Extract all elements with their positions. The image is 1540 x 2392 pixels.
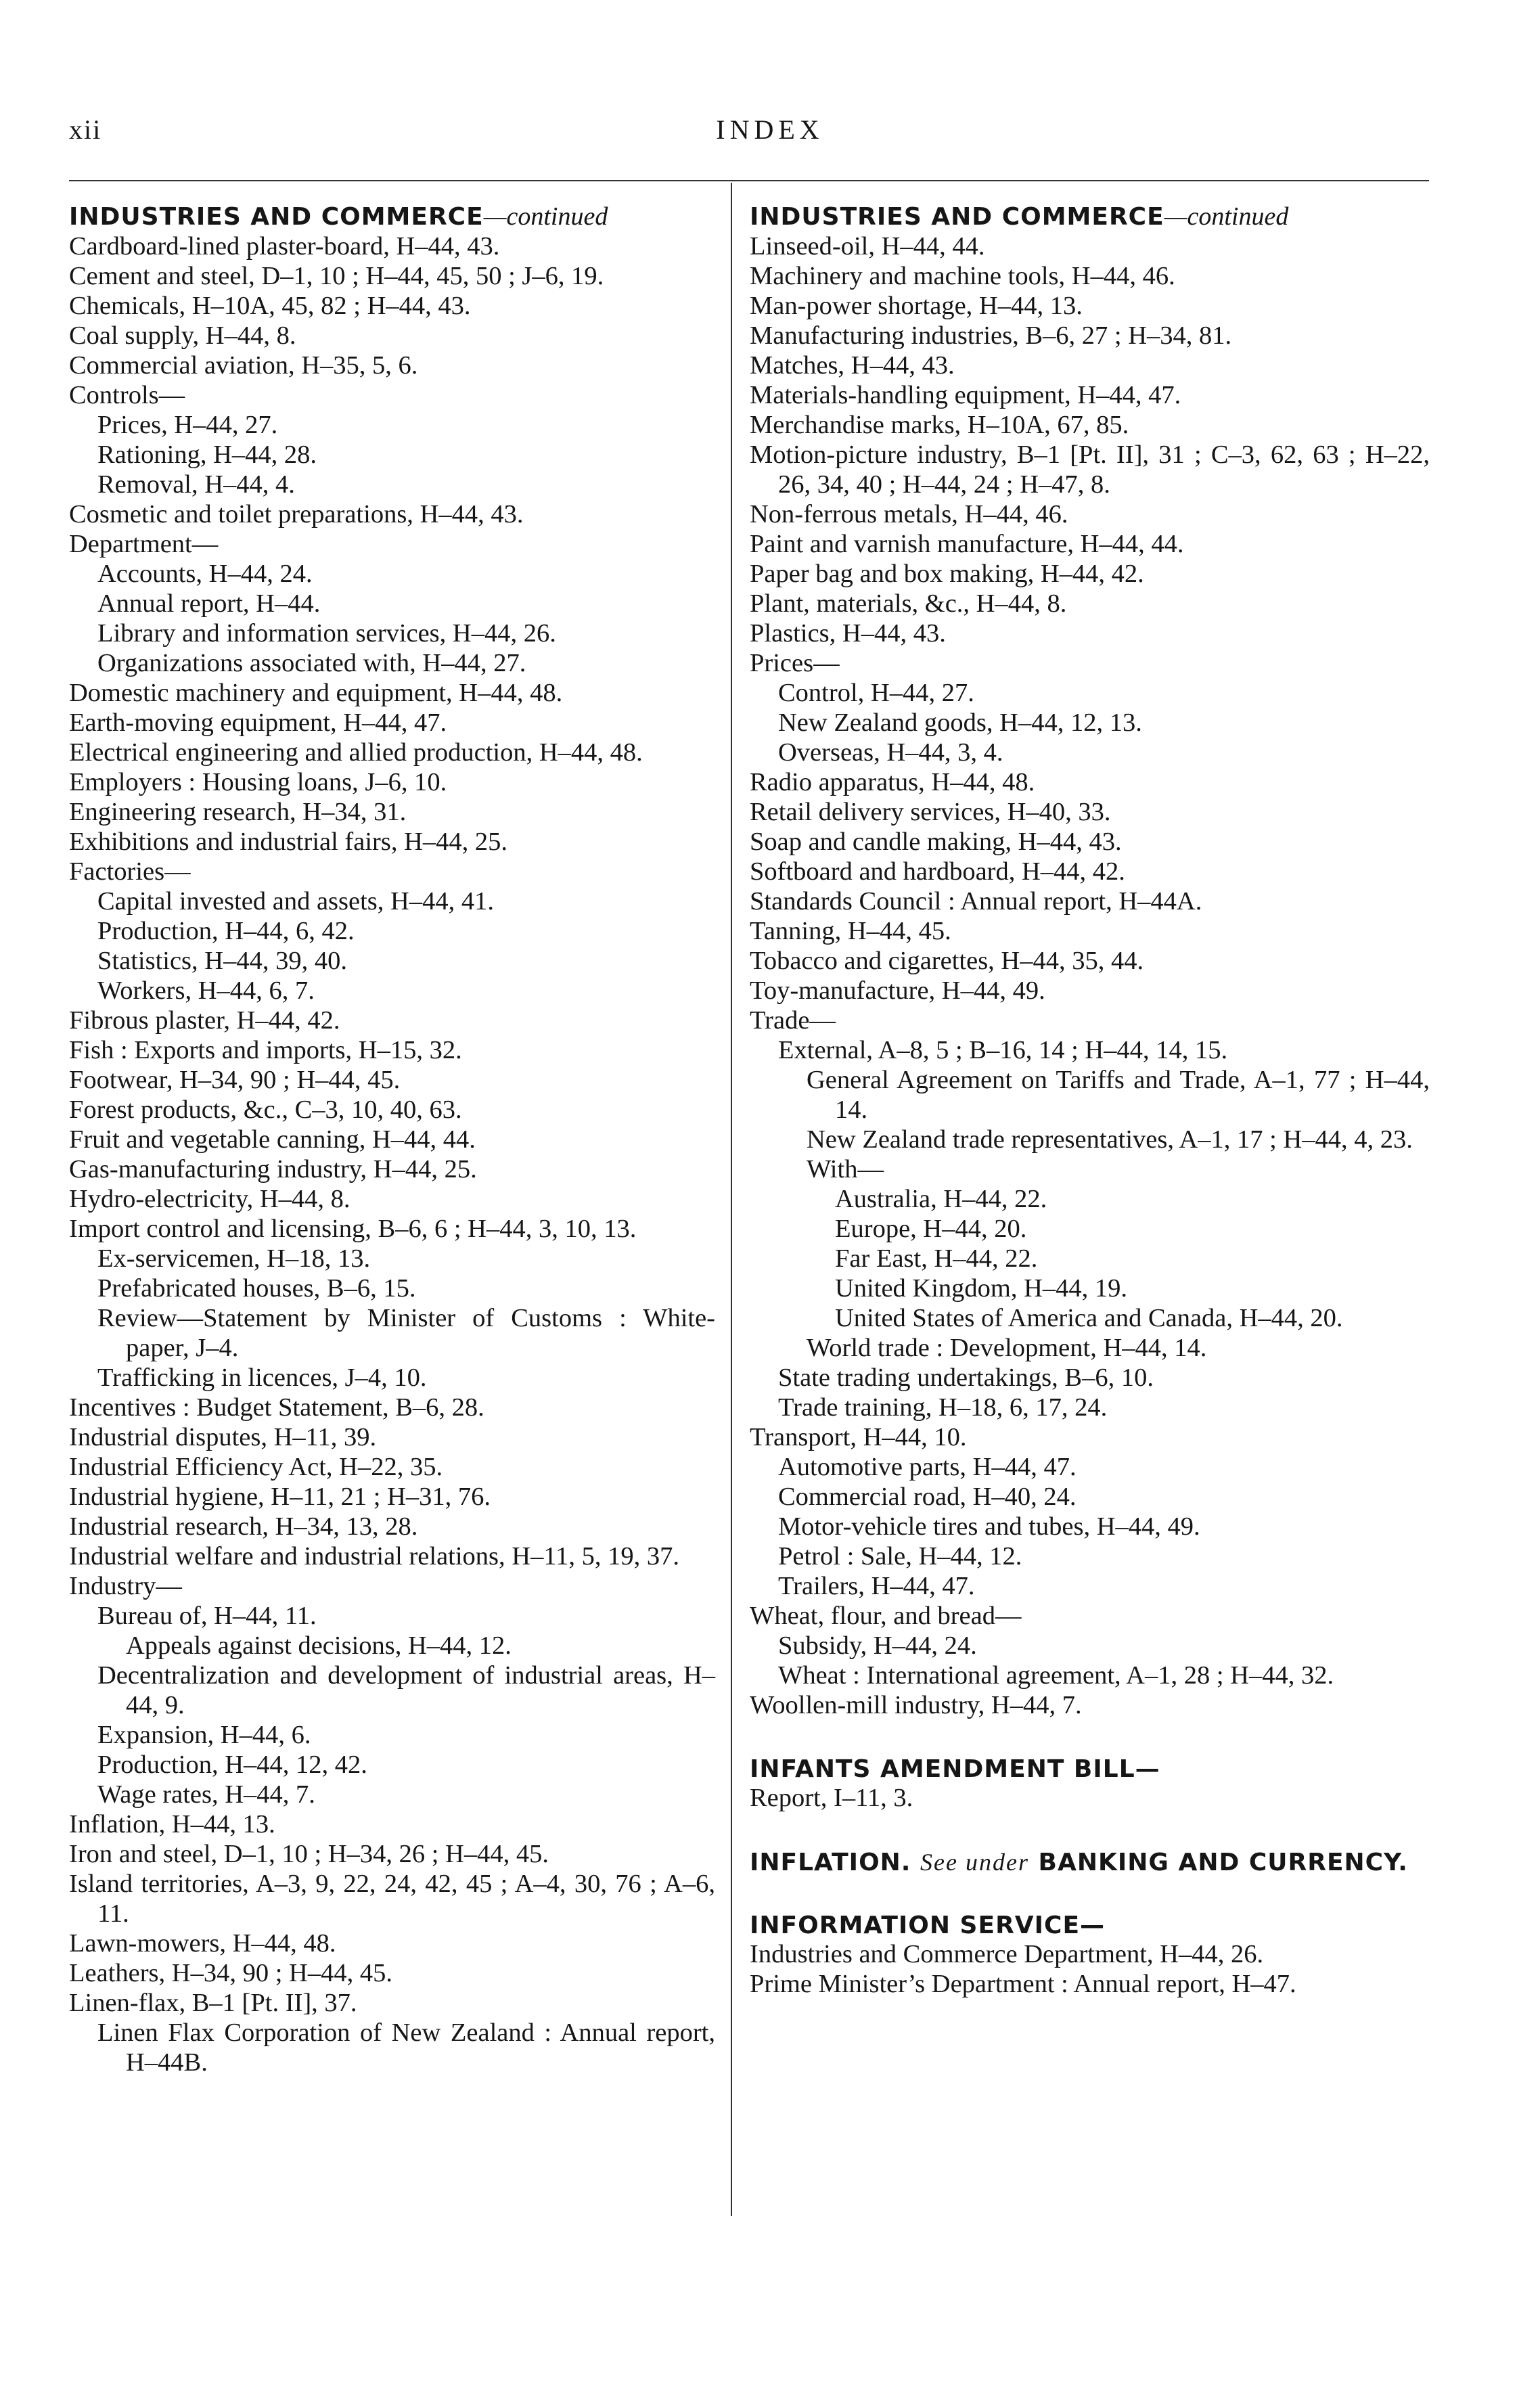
index-entry: Forest products, &c., C–3, 10, 40, 63. (69, 1096, 462, 1124)
page-number: xii (69, 114, 102, 145)
index-subentry: Workers, H–44, 6, 7. (97, 976, 315, 1005)
index-entry: Earth-moving equipment, H–44, 47. (69, 708, 447, 737)
index-entry: Soap and candle making, H–44, 43. (750, 828, 1122, 856)
index-subentry: State trading undertakings, B–6, 10. (778, 1363, 1154, 1392)
index-subentry: Far East, H–44, 22. (835, 1244, 1038, 1273)
index-entry: Prices— (750, 649, 840, 677)
index-entry: Commercial aviation, H–35, 5, 6. (69, 351, 418, 380)
index-subentry: Automotive parts, H–44, 47. (778, 1453, 1077, 1481)
index-subentry: United States of America and Canada, H–44, 20. (835, 1304, 1343, 1332)
index-entry: Industrial hygiene, H–11, 21 ; H–31, 76. (69, 1483, 491, 1511)
index-subentry: Wheat : International agreement, A–1, 28 ; H–44, 32. (778, 1661, 1334, 1690)
index-entry: Industrial disputes, H–11, 39. (69, 1423, 377, 1451)
index-subentry: Prices, H–44, 27. (97, 411, 278, 439)
index-entry: Incentives : Budget Statement, B–6, 28. (69, 1393, 484, 1422)
index-subentry: Organizations associated with, H–44, 27. (97, 649, 526, 677)
index-entry: Trade— (750, 1006, 836, 1035)
index-subentry: New Zealand trade representatives, A–1, 17 ; H–44, 4, 23. (807, 1125, 1413, 1154)
section-heading-text: INDUSTRIES AND COMMERCE (69, 203, 484, 231)
index-entry: Motion-picture industry, B–1 [Pt. II], 31 ; C–3, 62, 63 ; H–22, 26, 34, 40 ; H–44, 24 ; H–47, 8. (750, 441, 1430, 499)
section-heading (750, 1755, 1430, 1783)
index-entry: Machinery and machine tools, H–44, 46. (750, 262, 1175, 290)
index-entry: Chemicals, H–10A, 45, 82 ; H–44, 43. (69, 292, 471, 320)
index-entry: Linseed-oil, H–44, 44. (750, 232, 985, 261)
index-subentry: Trafficking in licences, J–4, 10. (97, 1363, 427, 1392)
index-subentry: Expansion, H–44, 6. (97, 1721, 311, 1749)
index-subentry: Accounts, H–44, 24. (97, 560, 313, 588)
section-heading (750, 202, 1430, 231)
index-entry: Linen-flax, B–1 [Pt. II], 37. (69, 1989, 357, 2017)
section-heading (69, 202, 715, 231)
index-entry: Tobacco and cigarettes, H–44, 35, 44. (750, 947, 1144, 975)
index-entry: Industrial research, H–34, 13, 28. (69, 1512, 418, 1541)
continued-note: —continued (1164, 202, 1289, 231)
section-heading-text: INFLATION. (750, 1849, 911, 1876)
index-entry: Report, I–11, 3. (750, 1784, 913, 1812)
index-entry: Gas-manufacturing industry, H–44, 25. (69, 1155, 477, 1183)
index-subentry: World trade : Development, H–44, 14. (807, 1334, 1207, 1362)
index-entry: Cosmetic and toilet preparations, H–44, 43. (69, 500, 524, 528)
index-subentry: Ex-servicemen, H–18, 13. (97, 1244, 371, 1273)
index-entry: Fish : Exports and imports, H–15, 32. (69, 1036, 462, 1064)
index-entry: Paper bag and box making, H–44, 42. (750, 560, 1144, 588)
index-entry: Plant, materials, &c., H–44, 8. (750, 589, 1067, 618)
index-entry: Wheat, flour, and bread— (750, 1602, 1022, 1630)
index-entry: Transport, H–44, 10. (750, 1423, 967, 1451)
index-subentry: With— (807, 1155, 884, 1183)
index-subentry: Wage rates, H–44, 7. (97, 1780, 315, 1809)
index-entry: Controls— (69, 381, 185, 409)
index-entry: Island territories, A–3, 9, 22, 24, 42, 45 ; A–4, 30, 76 ; A–6, 11. (69, 1870, 715, 1928)
index-entry: Department— (69, 530, 219, 558)
index-subentry: Appeals against decisions, H–44, 12. (126, 1631, 512, 1660)
index-entry: Hydro-electricity, H–44, 8. (69, 1185, 350, 1213)
index-entry: Retail delivery services, H–40, 33. (750, 798, 1111, 826)
page-header (0, 0, 1540, 176)
index-entry: Fibrous plaster, H–44, 42. (69, 1006, 340, 1035)
index-entry: Exhibitions and industrial fairs, H–44, 25. (69, 828, 508, 856)
index-entry: Manufacturing industries, B–6, 27 ; H–34, 81. (750, 321, 1232, 350)
index-subentry: Production, H–44, 6, 42. (97, 917, 355, 945)
index-subentry: Trade training, H–18, 6, 17, 24. (778, 1393, 1108, 1422)
index-entry: Employers : Housing loans, J–6, 10. (69, 768, 447, 796)
index-subentry: Trailers, H–44, 47. (778, 1572, 975, 1600)
index-subentry: Bureau of, H–44, 11. (97, 1602, 317, 1630)
index-subentry: Production, H–44, 12, 42. (97, 1751, 367, 1779)
continued-note: —continued (483, 202, 608, 231)
index-entry: Import control and licensing, B–6, 6 ; H–44, 3, 10, 13. (69, 1215, 637, 1243)
index-subentry: Motor-vehicle tires and tubes, H–44, 49. (778, 1512, 1200, 1541)
index-subentry: United Kingdom, H–44, 19. (835, 1274, 1128, 1303)
index-subentry: Capital invested and assets, H–44, 41. (97, 887, 494, 916)
index-entry: Industrial Efficiency Act, H–22, 35. (69, 1453, 443, 1481)
section-heading-text: INFANTS AMENDMENT BILL— (750, 1755, 1160, 1783)
index-entry: Tanning, H–44, 45. (750, 917, 951, 945)
index-subentry: General Agreement on Tariffs and Trade, A–1, 77 ; H–44, 14. (807, 1066, 1430, 1124)
page-title: INDEX (716, 114, 824, 145)
index-entry: Cement and steel, D–1, 10 ; H–44, 45, 50 ; J–6, 19. (69, 262, 604, 290)
index-entry: Factories— (69, 857, 191, 886)
index-entry: Industry— (69, 1572, 182, 1600)
index-entry: Cardboard-lined plaster-board, H–44, 43. (69, 232, 500, 261)
index-subentry: Prefabricated houses, B–6, 15. (97, 1274, 416, 1303)
index-entry: Industrial welfare and industrial relations, H–11, 5, 19, 37. (69, 1542, 680, 1571)
index-entry: Lawn-mowers, H–44, 48. (69, 1929, 336, 1958)
index-entry: Man-power shortage, H–44, 13. (750, 292, 1083, 320)
index-entry: Paint and varnish manufacture, H–44, 44. (750, 530, 1184, 558)
see-reference: See under (920, 1849, 1029, 1876)
index-subentry: Rationing, H–44, 28. (97, 441, 317, 469)
index-entry: Electrical engineering and allied production, H–44, 48. (69, 738, 643, 767)
index-entry: Coal supply, H–44, 8. (69, 321, 296, 350)
index-subentry: Review—Statement by Minister of Customs : White-paper, J–4. (97, 1304, 715, 1362)
index-entry: Footwear, H–34, 90 ; H–44, 45. (69, 1066, 401, 1094)
column-divider (731, 183, 732, 2216)
index-entry: Standards Council : Annual report, H–44A. (750, 887, 1202, 916)
section-heading (750, 1912, 1430, 1939)
index-entry: Prime Minister’s Department : Annual report, H–47. (750, 1970, 1296, 1998)
index-subentry: Removal, H–44, 4. (97, 470, 295, 499)
index-entry: Engineering research, H–34, 31. (69, 798, 407, 826)
index-entry: Merchandise marks, H–10A, 67, 85. (750, 411, 1129, 439)
index-entry: Toy-manufacture, H–44, 49. (750, 976, 1045, 1005)
index-subentry: Overseas, H–44, 3, 4. (778, 738, 1003, 767)
index-entry: Radio apparatus, H–44, 48. (750, 768, 1035, 796)
index-entry: Materials-handling equipment, H–44, 47. (750, 381, 1181, 409)
section-heading (750, 1848, 1430, 1876)
section-heading-text: INDUSTRIES AND COMMERCE (750, 203, 1164, 231)
index-subentry: Decentralization and development of industrial areas, H–44, 9. (97, 1661, 715, 1719)
index-entry: Industries and Commerce Department, H–44, 26. (750, 1940, 1264, 1968)
index-entry: Non-ferrous metals, H–44, 46. (750, 500, 1068, 528)
index-entry: Iron and steel, D–1, 10 ; H–34, 26 ; H–44, 45. (69, 1840, 549, 1868)
index-subentry: Linen Flax Corporation of New Zealand : Annual report, H–44B. (97, 2018, 715, 2077)
index-subentry: Europe, H–44, 20. (835, 1215, 1027, 1243)
index-entry: Plastics, H–44, 43. (750, 619, 946, 648)
index-subentry: Control, H–44, 27. (778, 679, 974, 707)
index-entry: Inflation, H–44, 13. (69, 1810, 275, 1838)
index-subentry: Statistics, H–44, 39, 40. (97, 947, 347, 975)
header-rule (69, 180, 1429, 181)
index-entry: Fruit and vegetable canning, H–44, 44. (69, 1125, 476, 1154)
index-subentry: New Zealand goods, H–44, 12, 13. (778, 708, 1142, 737)
index-subentry: Commercial road, H–40, 24. (778, 1483, 1077, 1511)
index-entry: Woollen-mill industry, H–44, 7. (750, 1691, 1082, 1719)
index-entry: Matches, H–44, 43. (750, 351, 955, 380)
index-entry: Domestic machinery and equipment, H–44, 48. (69, 679, 563, 707)
index-entry: Leathers, H–34, 90 ; H–44, 45. (69, 1959, 392, 1987)
index-column-left (69, 202, 715, 2077)
index-entry: Softboard and hardboard, H–44, 42. (750, 857, 1125, 886)
see-target: BANKING AND CURRENCY. (1038, 1849, 1408, 1876)
index-subentry: Australia, H–44, 22. (835, 1185, 1047, 1213)
index-subentry: External, A–8, 5 ; B–16, 14 ; H–44, 14, 15. (778, 1036, 1228, 1064)
index-subentry: Petrol : Sale, H–44, 12. (778, 1542, 1022, 1571)
index-subentry: Annual report, H–44. (97, 589, 321, 618)
section-heading-text: INFORMATION SERVICE— (750, 1912, 1106, 1939)
index-subentry: Library and information services, H–44, 26. (97, 619, 556, 648)
index-column-right (750, 202, 1430, 1999)
index-subentry: Subsidy, H–44, 24. (778, 1631, 977, 1660)
